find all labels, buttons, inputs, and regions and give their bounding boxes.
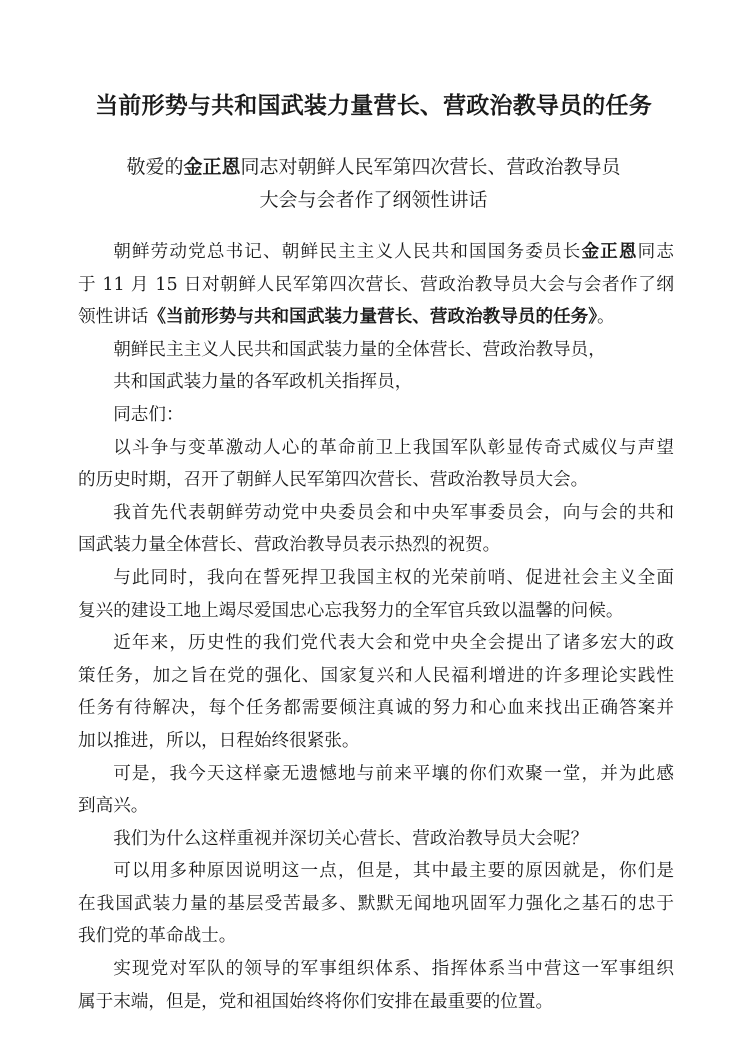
- paragraph-line: [78, 236, 674, 269]
- paragraph-2: [78, 432, 674, 497]
- paragraph-5: [78, 627, 674, 757]
- salutation-line: 同志们：: [113, 404, 184, 425]
- leader-name: 金正恩: [183, 156, 241, 178]
- paragraph-line: 以斗争与变革激动人心的革命前卫上我国军队彰显传奇式威仪与声望: [113, 437, 674, 458]
- paragraph-text: 领性讲话: [78, 307, 149, 328]
- paragraph-line: 实现党对军队的领导的军事组织体系、指挥体系当中营这一军事组织: [113, 959, 674, 980]
- paragraph-line: 复兴的建设工地上竭尽爱国忠心忘我努力的全军官兵致以温馨的问候。: [78, 600, 624, 621]
- subtitle-line-2: 大会与会者作了纲领性讲话: [259, 189, 488, 211]
- paragraph-line: 的历史时期，召开了朝鲜人民军第四次营长、营政治教导员大会。: [78, 470, 589, 491]
- subtitle-text: 敬爱的: [126, 156, 184, 178]
- paragraph-line: 可以用多种原因说明这一点，但是，其中最主要的原因就是，你们是: [113, 861, 674, 882]
- salutation-line: 朝鲜民主主义人民共和国武装力量的全体营长、营政治教导员，: [113, 339, 606, 360]
- paragraph-line: 加以推进，所以，日程始终很紧张。: [78, 730, 360, 751]
- leader-name: 金正恩: [581, 241, 638, 262]
- paragraph-line: 近年来，历史性的我们党代表大会和党中央全会提出了诸多宏大的政: [113, 633, 674, 654]
- paragraph-line: 国武装力量全体营长、营政治教导员表示热烈的祝贺。: [78, 535, 501, 556]
- paragraph-line: 我们党的革命战士。: [78, 926, 237, 947]
- salutation-line: 共和国武装力量的各军政机关指挥员，: [113, 372, 413, 393]
- document-title: 当前形势与共和国武装力量营长、营政治教导员的任务: [95, 93, 652, 119]
- paragraph-4: [78, 562, 674, 627]
- paragraph-text: 。: [597, 307, 615, 328]
- paragraph-line: 在我国武装力量的基层受苦最多、默默无闻地巩固军力强化之基石的忠于: [78, 893, 674, 914]
- paragraph-line: 我首先代表朝鲜劳动党中央委员会和中央军事委员会，向与会的共和: [113, 502, 674, 523]
- paragraph-line: 到高兴。: [78, 796, 149, 817]
- paragraph-line: 策任务，加之旨在党的强化、国家复兴和人民福利增进的许多理论实践性: [78, 665, 674, 686]
- paragraph-text: 同志: [637, 242, 674, 262]
- subtitle-text: 同志对朝鲜人民军第四次营长、营政治教导员: [240, 156, 621, 178]
- speech-title: 《当前形势与共和国武装力量营长、营政治教导员的任务》: [148, 306, 598, 328]
- paragraph-text: 朝鲜劳动党总书记、朝鲜民主主义人民共和国国务委员长: [113, 242, 582, 262]
- paragraph-9: [78, 953, 674, 1018]
- paragraph-1: [78, 236, 674, 334]
- paragraph-line: 可是，我今天这样豪无遗憾地与前来平壤的你们欢聚一堂，并为此感: [113, 763, 674, 784]
- paragraph-8: [78, 855, 674, 953]
- paragraph-line: 任务有待解决，每个任务都需要倾注真诚的努力和心血来找出正确答案并: [78, 698, 674, 719]
- paragraph-line: 属于末端，但是，党和祖国始终将你们安排在最重要的位置。: [78, 991, 554, 1012]
- paragraph-line: 与此同时，我向在誓死捍卫我国主权的光荣前哨、促进社会主义全面: [113, 567, 674, 588]
- document-body: [78, 236, 674, 1018]
- paragraph-7: [78, 823, 674, 856]
- paragraph-line: 于 11 月 15 日对朝鲜人民军第四次营长、营政治教导员大会与会者作了纲: [78, 274, 674, 295]
- paragraph-3: [78, 497, 674, 562]
- subtitle-line-1: [40, 152, 707, 179]
- paragraph-line: 我们为什么这样重视并深切关心营长、营政治教导员大会呢？: [113, 828, 589, 849]
- paragraph-line: [78, 301, 674, 334]
- paragraph-6: [78, 758, 674, 823]
